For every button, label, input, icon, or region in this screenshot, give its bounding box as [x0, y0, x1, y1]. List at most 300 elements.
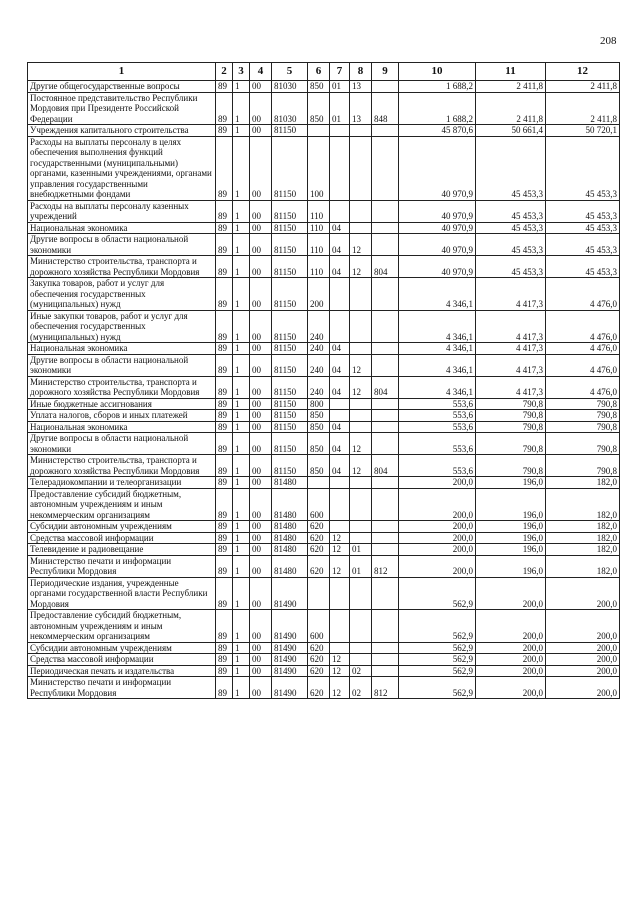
- cell-subsection: 12: [350, 433, 372, 455]
- cell-amount-2: 2 411,8: [476, 81, 546, 93]
- cell-amount-1: 4 346,1: [399, 343, 476, 355]
- cell-expense-type: 850: [308, 433, 330, 455]
- cell-subprogram: 00: [250, 222, 272, 234]
- cell-expense-type: 100: [308, 136, 330, 200]
- cell-amount-3: 45 453,3: [546, 256, 620, 278]
- cell-target: 81150: [272, 125, 308, 137]
- cell-subprogram: 00: [250, 577, 272, 610]
- cell-amount-1: 553,6: [399, 433, 476, 455]
- cell-amount-1: 553,6: [399, 398, 476, 410]
- cell-target: 81490: [272, 610, 308, 643]
- cell-amount-1: 200,0: [399, 555, 476, 577]
- cell-target: 81490: [272, 677, 308, 699]
- cell-amount-3: 4 476,0: [546, 376, 620, 398]
- cell-section: 12: [330, 532, 350, 544]
- row-name: Расходы на выплаты персоналу казенных учреждений: [28, 200, 216, 222]
- table-row: [28, 81, 620, 93]
- cell-program: 1: [233, 92, 250, 125]
- cell-subsection: [350, 610, 372, 643]
- table-row: [28, 455, 620, 477]
- cell-section: 04: [330, 421, 350, 433]
- cell-amount-3: 45 453,3: [546, 234, 620, 256]
- cell-subsection: [350, 343, 372, 355]
- row-name: Министерство строительства, транспорта и дорожного хозяйства Республики Мордовия: [28, 376, 216, 398]
- cell-subsection: 01: [350, 555, 372, 577]
- cell-program: 1: [233, 398, 250, 410]
- cell-subprogram: 00: [250, 521, 272, 533]
- cell-amount-1: 562,9: [399, 577, 476, 610]
- cell-amount-1: 553,6: [399, 455, 476, 477]
- row-name: Периодические издания, учрежденные органами государственной власти Республики Мордовия: [28, 577, 216, 610]
- cell-subprogram: 00: [250, 310, 272, 343]
- cell-section: 12: [330, 654, 350, 666]
- cell-program: 1: [233, 354, 250, 376]
- table-row: [28, 610, 620, 643]
- row-name: Телерадиокомпании и телеорганизации: [28, 477, 216, 489]
- column-header: 6: [308, 63, 330, 81]
- cell-program: 1: [233, 310, 250, 343]
- cell-section: 04: [330, 256, 350, 278]
- cell-ministry: 812: [372, 555, 399, 577]
- row-name: Предоставление субсидий бюджетным, автономным учреждениям и иным некоммерческим организациям: [28, 610, 216, 643]
- cell-subprogram: 00: [250, 488, 272, 521]
- table-body: [28, 81, 620, 699]
- cell-admin: 89: [216, 421, 233, 433]
- cell-admin: 89: [216, 354, 233, 376]
- cell-ministry: [372, 477, 399, 489]
- cell-amount-1: 200,0: [399, 477, 476, 489]
- cell-program: 1: [233, 222, 250, 234]
- table-row: [28, 488, 620, 521]
- cell-subprogram: 00: [250, 376, 272, 398]
- cell-ministry: 804: [372, 376, 399, 398]
- cell-target: 81490: [272, 654, 308, 666]
- cell-expense-type: 110: [308, 200, 330, 222]
- cell-subsection: 02: [350, 677, 372, 699]
- cell-subprogram: 00: [250, 421, 272, 433]
- cell-amount-2: 45 453,3: [476, 200, 546, 222]
- cell-program: 1: [233, 642, 250, 654]
- cell-amount-3: 182,0: [546, 532, 620, 544]
- table-row: [28, 136, 620, 200]
- cell-subsection: 02: [350, 665, 372, 677]
- cell-subsection: [350, 222, 372, 234]
- row-name: Другие вопросы в области национальной экономики: [28, 354, 216, 376]
- table-row: [28, 278, 620, 311]
- cell-amount-1: 200,0: [399, 532, 476, 544]
- cell-amount-1: 40 970,9: [399, 136, 476, 200]
- cell-ministry: 848: [372, 92, 399, 125]
- cell-program: 1: [233, 577, 250, 610]
- cell-amount-3: 790,8: [546, 398, 620, 410]
- table-row: [28, 92, 620, 125]
- row-name: Иные закупки товаров, работ и услуг для обеспечения государственных (муниципальных) нужд: [28, 310, 216, 343]
- cell-ministry: [372, 410, 399, 422]
- cell-program: 1: [233, 376, 250, 398]
- cell-amount-2: 200,0: [476, 677, 546, 699]
- cell-amount-2: 196,0: [476, 555, 546, 577]
- cell-subprogram: 00: [250, 125, 272, 137]
- cell-amount-1: 200,0: [399, 544, 476, 556]
- cell-ministry: [372, 234, 399, 256]
- cell-subsection: 13: [350, 81, 372, 93]
- cell-subsection: [350, 654, 372, 666]
- row-name: Предоставление субсидий бюджетным, автономным учреждениям и иным некоммерческим организациям: [28, 488, 216, 521]
- cell-target: 81490: [272, 577, 308, 610]
- cell-ministry: [372, 81, 399, 93]
- cell-amount-2: 200,0: [476, 654, 546, 666]
- table-row: [28, 654, 620, 666]
- table-row: [28, 433, 620, 455]
- cell-admin: 89: [216, 398, 233, 410]
- cell-amount-2: 200,0: [476, 642, 546, 654]
- cell-amount-3: 790,8: [546, 455, 620, 477]
- cell-subsection: 12: [350, 376, 372, 398]
- row-name: Национальная экономика: [28, 343, 216, 355]
- cell-amount-3: 4 476,0: [546, 343, 620, 355]
- table-row: [28, 222, 620, 234]
- cell-amount-2: 4 417,3: [476, 343, 546, 355]
- cell-program: 1: [233, 81, 250, 93]
- cell-program: 1: [233, 488, 250, 521]
- cell-expense-type: 620: [308, 555, 330, 577]
- row-name: Другие вопросы в области национальной экономики: [28, 433, 216, 455]
- cell-amount-1: 553,6: [399, 410, 476, 422]
- table-row: [28, 410, 620, 422]
- cell-ministry: [372, 654, 399, 666]
- column-header: 4: [250, 63, 272, 81]
- row-name: Постоянное представительство Республики Мордовия при Президенте Российской Федерации: [28, 92, 216, 125]
- cell-target: 81150: [272, 136, 308, 200]
- cell-expense-type: 620: [308, 532, 330, 544]
- cell-amount-3: 790,8: [546, 421, 620, 433]
- cell-target: 81480: [272, 555, 308, 577]
- cell-ministry: 812: [372, 677, 399, 699]
- cell-subprogram: 00: [250, 665, 272, 677]
- cell-amount-1: 4 346,1: [399, 310, 476, 343]
- cell-subsection: [350, 532, 372, 544]
- cell-amount-3: 182,0: [546, 521, 620, 533]
- cell-amount-2: 45 453,3: [476, 256, 546, 278]
- cell-admin: 89: [216, 665, 233, 677]
- cell-amount-2: 196,0: [476, 488, 546, 521]
- cell-section: 04: [330, 234, 350, 256]
- cell-amount-3: 200,0: [546, 677, 620, 699]
- cell-amount-3: 2 411,8: [546, 92, 620, 125]
- cell-admin: 89: [216, 488, 233, 521]
- cell-amount-2: 790,8: [476, 455, 546, 477]
- table-row: [28, 125, 620, 137]
- cell-section: 04: [330, 222, 350, 234]
- table-row: [28, 577, 620, 610]
- cell-target: 81150: [272, 343, 308, 355]
- cell-ministry: [372, 532, 399, 544]
- cell-program: 1: [233, 455, 250, 477]
- cell-target: 81480: [272, 488, 308, 521]
- cell-amount-1: 200,0: [399, 488, 476, 521]
- cell-target: 81150: [272, 278, 308, 311]
- cell-subsection: [350, 488, 372, 521]
- column-header: 9: [372, 63, 399, 81]
- cell-amount-1: 562,9: [399, 610, 476, 643]
- table-row: [28, 544, 620, 556]
- page-number: 208: [600, 35, 617, 47]
- cell-expense-type: 240: [308, 354, 330, 376]
- column-header: 2: [216, 63, 233, 81]
- cell-amount-2: 200,0: [476, 577, 546, 610]
- row-name: Учреждения капитального строительства: [28, 125, 216, 137]
- cell-subprogram: 00: [250, 92, 272, 125]
- table-row: [28, 343, 620, 355]
- cell-amount-1: 4 346,1: [399, 376, 476, 398]
- cell-target: 81150: [272, 256, 308, 278]
- cell-section: [330, 310, 350, 343]
- cell-admin: 89: [216, 92, 233, 125]
- cell-amount-2: 196,0: [476, 477, 546, 489]
- cell-admin: 89: [216, 521, 233, 533]
- cell-subprogram: 00: [250, 410, 272, 422]
- cell-admin: 89: [216, 677, 233, 699]
- cell-subprogram: 00: [250, 200, 272, 222]
- table-row: [28, 521, 620, 533]
- row-name: Министерство печати и информации Республики Мордовия: [28, 555, 216, 577]
- cell-admin: 89: [216, 410, 233, 422]
- cell-program: 1: [233, 610, 250, 643]
- cell-admin: 89: [216, 455, 233, 477]
- cell-amount-3: 200,0: [546, 654, 620, 666]
- cell-section: 12: [330, 555, 350, 577]
- cell-amount-3: 45 453,3: [546, 222, 620, 234]
- cell-target: 81150: [272, 398, 308, 410]
- cell-amount-2: 196,0: [476, 532, 546, 544]
- table-row: [28, 354, 620, 376]
- cell-ministry: [372, 278, 399, 311]
- cell-target: 81490: [272, 642, 308, 654]
- cell-amount-2: 4 417,3: [476, 310, 546, 343]
- cell-admin: 89: [216, 81, 233, 93]
- cell-amount-3: 790,8: [546, 410, 620, 422]
- cell-amount-1: 40 970,9: [399, 234, 476, 256]
- cell-admin: 89: [216, 610, 233, 643]
- cell-amount-3: 45 453,3: [546, 136, 620, 200]
- cell-target: 81150: [272, 200, 308, 222]
- cell-amount-2: 4 417,3: [476, 278, 546, 311]
- cell-section: 04: [330, 455, 350, 477]
- cell-amount-3: 182,0: [546, 555, 620, 577]
- cell-ministry: 804: [372, 455, 399, 477]
- column-header: 12: [546, 63, 620, 81]
- cell-section: 12: [330, 544, 350, 556]
- cell-amount-3: 45 453,3: [546, 200, 620, 222]
- cell-section: 04: [330, 376, 350, 398]
- cell-subsection: [350, 136, 372, 200]
- cell-ministry: [372, 544, 399, 556]
- row-name: Средства массовой информации: [28, 532, 216, 544]
- table-row: [28, 310, 620, 343]
- cell-expense-type: 240: [308, 343, 330, 355]
- cell-target: 81480: [272, 521, 308, 533]
- cell-ministry: [372, 125, 399, 137]
- table-row: [28, 421, 620, 433]
- table-row: [28, 642, 620, 654]
- cell-subprogram: 00: [250, 433, 272, 455]
- table-row: [28, 200, 620, 222]
- cell-section: [330, 610, 350, 643]
- cell-program: 1: [233, 521, 250, 533]
- column-header: 10: [399, 63, 476, 81]
- cell-amount-2: 790,8: [476, 410, 546, 422]
- cell-program: 1: [233, 410, 250, 422]
- cell-amount-1: 40 970,9: [399, 222, 476, 234]
- cell-amount-1: 1 688,2: [399, 92, 476, 125]
- cell-expense-type: 620: [308, 677, 330, 699]
- cell-section: [330, 200, 350, 222]
- cell-ministry: [372, 665, 399, 677]
- cell-ministry: 804: [372, 256, 399, 278]
- cell-section: 04: [330, 433, 350, 455]
- cell-ministry: [372, 521, 399, 533]
- cell-expense-type: 620: [308, 544, 330, 556]
- cell-program: 1: [233, 555, 250, 577]
- cell-section: [330, 398, 350, 410]
- cell-ministry: [372, 433, 399, 455]
- cell-amount-3: 200,0: [546, 665, 620, 677]
- cell-target: 81030: [272, 92, 308, 125]
- cell-admin: 89: [216, 234, 233, 256]
- cell-amount-2: 790,8: [476, 421, 546, 433]
- row-name: Иные бюджетные ассигнования: [28, 398, 216, 410]
- cell-ministry: [372, 488, 399, 521]
- cell-ministry: [372, 421, 399, 433]
- cell-section: [330, 136, 350, 200]
- cell-subsection: [350, 477, 372, 489]
- cell-ministry: [372, 610, 399, 643]
- cell-expense-type: 850: [308, 81, 330, 93]
- cell-subsection: [350, 421, 372, 433]
- row-name: Уплата налогов, сборов и иных платежей: [28, 410, 216, 422]
- cell-amount-3: 182,0: [546, 544, 620, 556]
- column-header: 8: [350, 63, 372, 81]
- cell-target: 81150: [272, 222, 308, 234]
- row-name: Национальная экономика: [28, 222, 216, 234]
- cell-amount-1: 4 346,1: [399, 278, 476, 311]
- cell-subprogram: 00: [250, 642, 272, 654]
- header-row: [28, 63, 620, 81]
- cell-section: 04: [330, 343, 350, 355]
- cell-ministry: [372, 343, 399, 355]
- cell-program: 1: [233, 654, 250, 666]
- cell-subprogram: 00: [250, 654, 272, 666]
- cell-subprogram: 00: [250, 256, 272, 278]
- cell-amount-2: 45 453,3: [476, 222, 546, 234]
- cell-subsection: [350, 310, 372, 343]
- row-name: Закупка товаров, работ и услуг для обеспечения государственных (муниципальных) нужд: [28, 278, 216, 311]
- cell-program: 1: [233, 234, 250, 256]
- cell-expense-type: [308, 125, 330, 137]
- table-row: [28, 398, 620, 410]
- cell-expense-type: [308, 577, 330, 610]
- cell-section: [330, 642, 350, 654]
- column-header: 3: [233, 63, 250, 81]
- cell-subprogram: 00: [250, 477, 272, 489]
- cell-expense-type: 600: [308, 488, 330, 521]
- row-name: Министерство строительства, транспорта и дорожного хозяйства Республики Мордовия: [28, 455, 216, 477]
- cell-expense-type: 850: [308, 92, 330, 125]
- cell-program: 1: [233, 136, 250, 200]
- cell-program: 1: [233, 665, 250, 677]
- cell-subsection: [350, 521, 372, 533]
- cell-amount-2: 4 417,3: [476, 354, 546, 376]
- cell-admin: 89: [216, 433, 233, 455]
- cell-target: 81490: [272, 665, 308, 677]
- cell-target: 81150: [272, 433, 308, 455]
- cell-ministry: [372, 310, 399, 343]
- cell-admin: 89: [216, 642, 233, 654]
- cell-amount-2: 196,0: [476, 544, 546, 556]
- row-name: Средства массовой информации: [28, 654, 216, 666]
- cell-target: 81480: [272, 477, 308, 489]
- cell-amount-1: 45 870,6: [399, 125, 476, 137]
- cell-amount-1: 562,9: [399, 677, 476, 699]
- cell-target: 81480: [272, 544, 308, 556]
- cell-amount-1: 562,9: [399, 665, 476, 677]
- table-row: [28, 555, 620, 577]
- cell-expense-type: 240: [308, 310, 330, 343]
- cell-subsection: [350, 200, 372, 222]
- cell-subsection: [350, 642, 372, 654]
- cell-amount-2: 4 417,3: [476, 376, 546, 398]
- cell-section: 01: [330, 92, 350, 125]
- cell-amount-2: 196,0: [476, 521, 546, 533]
- table-row: [28, 477, 620, 489]
- cell-ministry: [372, 354, 399, 376]
- cell-expense-type: 110: [308, 234, 330, 256]
- cell-amount-3: 182,0: [546, 488, 620, 521]
- cell-subprogram: 00: [250, 555, 272, 577]
- column-header: 11: [476, 63, 546, 81]
- cell-target: 81150: [272, 354, 308, 376]
- row-name: Министерство печати и информации Республики Мордовия: [28, 677, 216, 699]
- cell-subprogram: 00: [250, 136, 272, 200]
- cell-amount-1: 40 970,9: [399, 256, 476, 278]
- cell-amount-2: 2 411,8: [476, 92, 546, 125]
- cell-amount-2: 50 661,4: [476, 125, 546, 137]
- cell-expense-type: 110: [308, 222, 330, 234]
- cell-ministry: [372, 642, 399, 654]
- cell-subprogram: 00: [250, 677, 272, 699]
- cell-subprogram: 00: [250, 343, 272, 355]
- cell-expense-type: 800: [308, 398, 330, 410]
- cell-amount-1: 200,0: [399, 521, 476, 533]
- column-header: 1: [28, 63, 216, 81]
- cell-expense-type: 620: [308, 521, 330, 533]
- cell-expense-type: 620: [308, 642, 330, 654]
- cell-subsection: 12: [350, 354, 372, 376]
- cell-amount-3: 2 411,8: [546, 81, 620, 93]
- cell-amount-2: 790,8: [476, 398, 546, 410]
- table-row: [28, 532, 620, 544]
- table-row: [28, 376, 620, 398]
- column-header: 5: [272, 63, 308, 81]
- cell-section: 12: [330, 665, 350, 677]
- cell-admin: 89: [216, 343, 233, 355]
- cell-subprogram: 00: [250, 532, 272, 544]
- cell-amount-2: 200,0: [476, 610, 546, 643]
- cell-program: 1: [233, 532, 250, 544]
- cell-amount-1: 562,9: [399, 642, 476, 654]
- cell-section: [330, 278, 350, 311]
- cell-program: 1: [233, 125, 250, 137]
